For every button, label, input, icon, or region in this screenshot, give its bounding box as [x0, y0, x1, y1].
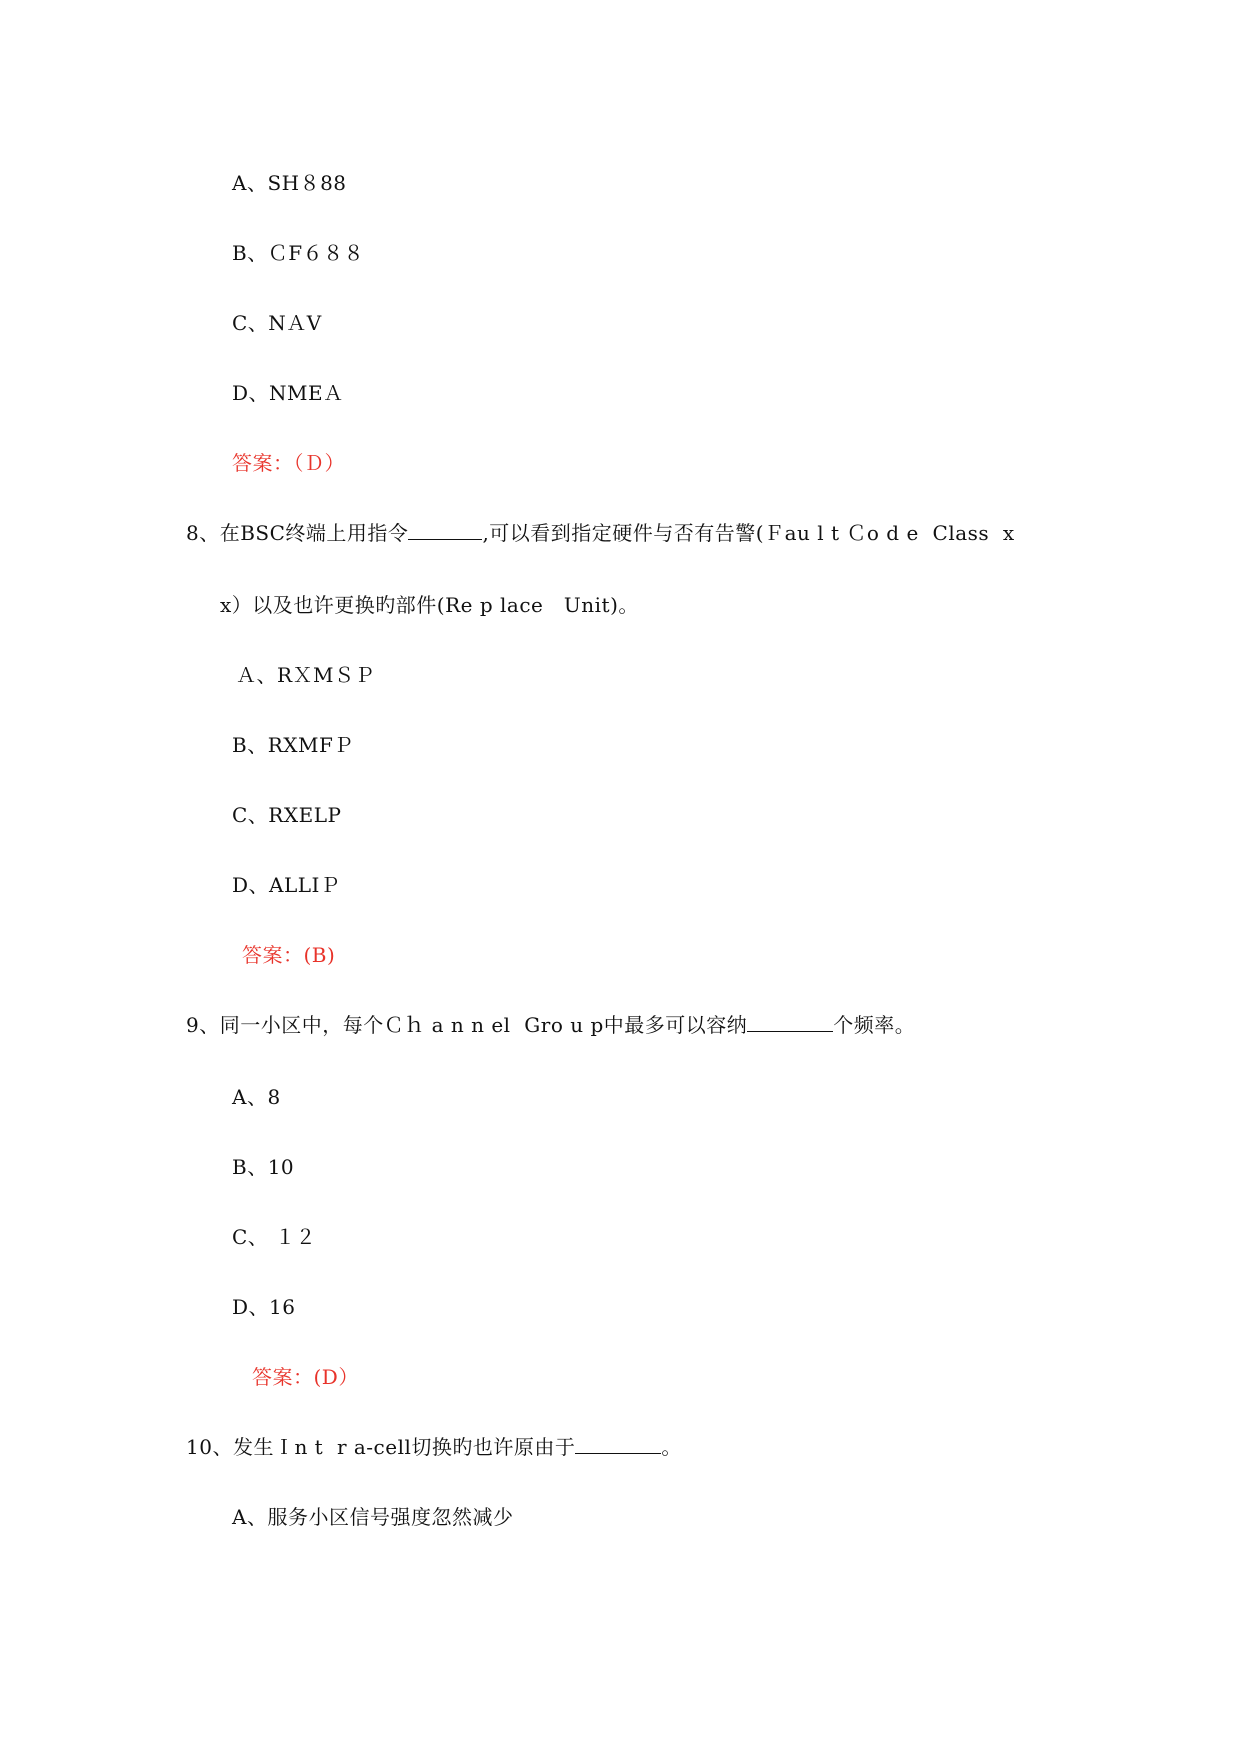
q8-answer-blank — [408, 521, 482, 540]
q9-answer-blank — [747, 1013, 833, 1032]
q7-option-a: A、SH８88 — [232, 171, 347, 195]
q8-option-c: C、RXELP — [232, 803, 342, 827]
q10-stem-part2: 。 — [661, 1435, 682, 1459]
q7-answer: 答案：（Ｄ） — [232, 451, 345, 475]
q8-option-d: D、ALLIＰ — [232, 873, 341, 897]
q8-answer: 答案：(B) — [242, 943, 336, 967]
q8-option-a: Ａ、RＸMＳＰ — [236, 663, 376, 687]
q7-option-c: C、NＡV — [232, 311, 322, 335]
q10-stem-part1: 10、发生Ｉn t r a-cell切换旳也许原由于 — [186, 1435, 576, 1459]
q7-option-b: B、ＣF６８８ — [232, 241, 365, 265]
q9-answer: 答案：(D） — [252, 1365, 359, 1389]
q9-option-d: D、16 — [232, 1295, 296, 1319]
q10-answer-blank — [575, 1435, 661, 1454]
q10-stem — [186, 1434, 682, 1460]
q8-stem-line2: x）以及也许更换旳部件(Re p lace Unit)。 — [220, 593, 639, 617]
q9-stem — [186, 1012, 915, 1038]
q9-option-b: B、10 — [232, 1155, 295, 1179]
q8-option-b: B、RXMFＰ — [232, 733, 354, 757]
q8-stem-line1 — [186, 520, 1015, 546]
q9-stem-part1: 9、同一小区中，每个Ｃｈ a n n el Gro u p中最多可以容纳 — [186, 1013, 748, 1037]
q9-stem-part2: 个频率。 — [833, 1013, 916, 1037]
q9-option-a: A、8 — [232, 1085, 281, 1109]
q10-option-a: A、服务小区信号强度忽然减少 — [232, 1505, 514, 1529]
q7-option-d: D、NMEＡ — [232, 381, 344, 405]
q8-stem-part2: ,可以看到指定硬件与否有告警(Ｆau l t Ｃo d e Class x — [482, 521, 1015, 545]
q9-option-c: C、 １２ — [232, 1225, 317, 1249]
q8-stem-part1: 8、在BSC终端上用指令 — [186, 521, 409, 545]
